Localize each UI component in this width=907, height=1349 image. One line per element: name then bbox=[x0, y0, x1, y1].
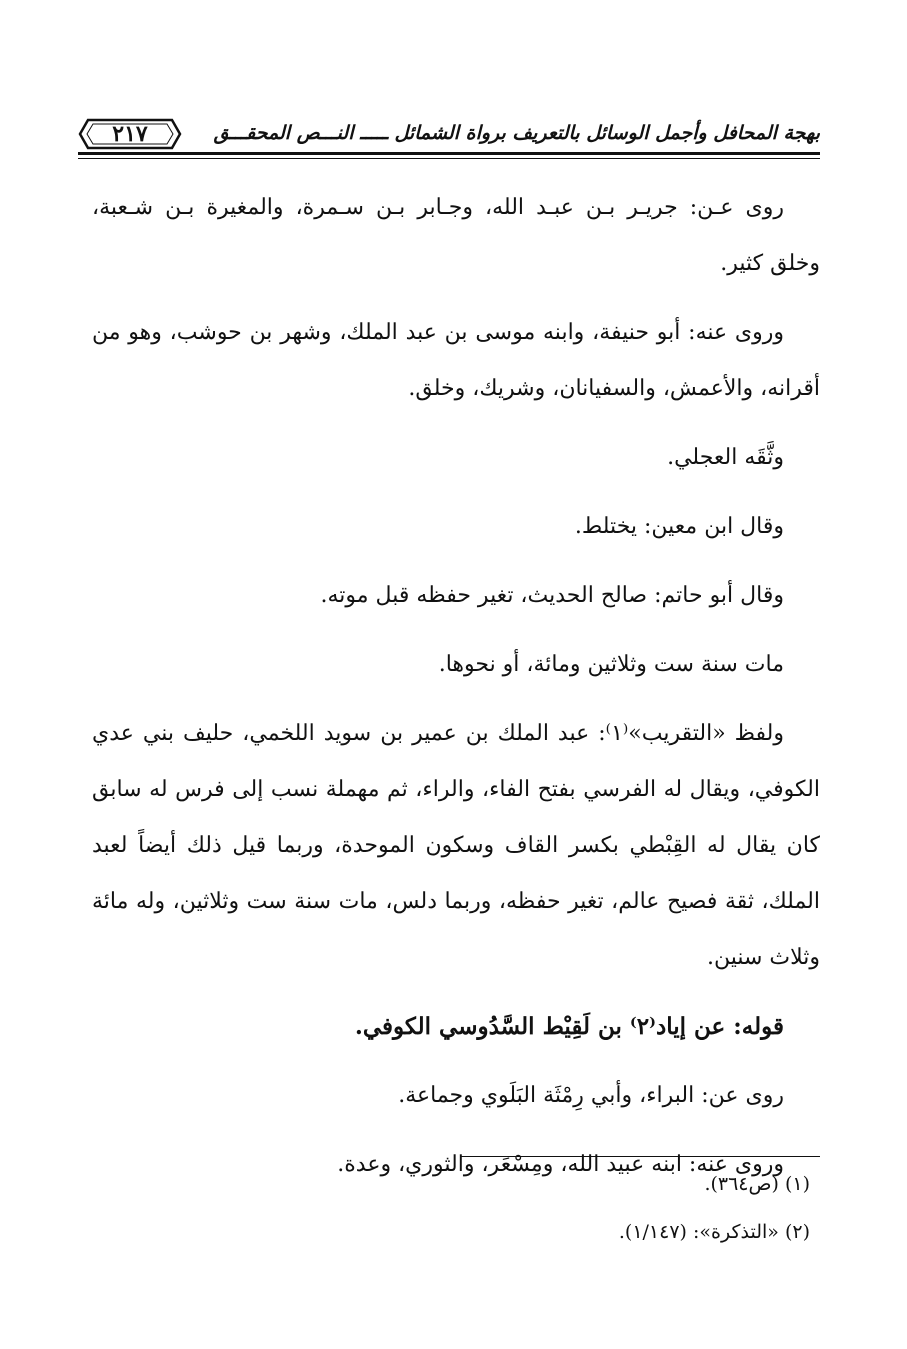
header-rule-thin bbox=[78, 158, 820, 159]
paragraph: ولفظ «التقريب»⁽١⁾: عبد الملك بن عمير بن سويد اللخمي، حليف بني عدي الكوفي، ويقال له الفرسي بفتح الفاء، والراء، ثم مهملة نسب إلى فرس له سابق كان يقال له القِبْطي بكسر القاف وسكون الموحدة، وربما قيل ذلك أيضاً لعبد الملك، ثقة فصيح عالم، تغير حفظه، وربما دلس، مات سنة ست وثلاثين، وله مائة وثلاث سنين. bbox=[92, 721, 820, 970]
paragraph: مات سنة ست وثلاثين ومائة، أو نحوها. bbox=[438, 652, 784, 677]
running-title: بهجة المحافل وأجمل الوسائل بالتعريف برواة الشمائل ـــــ النـــص المحقـــق bbox=[213, 122, 820, 144]
paragraph: روى عـن: جريـر بـن عبـد الله، وجـابر بـن سـمرة، والمغيرة بـن شـعبة، وخلق كثير. bbox=[92, 195, 820, 276]
footnote: (١) (ص٣٦٤). bbox=[704, 1173, 810, 1195]
paragraph: روى عن: البراء، وأبي رِمْثَة البَلَوي وجماعة. bbox=[398, 1083, 784, 1108]
running-header bbox=[78, 112, 820, 160]
section-heading: قوله: عن إياد⁽٢⁾ بن لَقِيْط السَّدُوسي الكوفي. bbox=[354, 1013, 784, 1040]
page-number-frame bbox=[78, 118, 182, 150]
page-number: ٢١٧ bbox=[112, 121, 148, 147]
footnote-separator bbox=[460, 1156, 820, 1157]
footnotes bbox=[92, 1160, 810, 1256]
main-text bbox=[92, 180, 820, 1206]
paragraph: وروى عنه: ابنه عبيد الله، ومِسْعَر، والثوري، وعدة. bbox=[337, 1152, 784, 1177]
paragraph: وقال أبو حاتم: صالح الحديث، تغير حفظه قبل موته. bbox=[320, 583, 784, 608]
footnote: (٢) «التذكرة»: (١/١٤٧). bbox=[618, 1221, 810, 1243]
header-rule bbox=[78, 152, 820, 155]
paragraph: وثَّقَه العجلي. bbox=[667, 445, 784, 470]
paragraph: وقال ابن معين: يختلط. bbox=[574, 514, 784, 539]
paragraph: وروى عنه: أبو حنيفة، وابنه موسى بن عبد الملك، وشهر بن حوشب، وهو من أقرانه، والأعمش، والسفيانان، وشريك، وخلق. bbox=[92, 320, 820, 401]
